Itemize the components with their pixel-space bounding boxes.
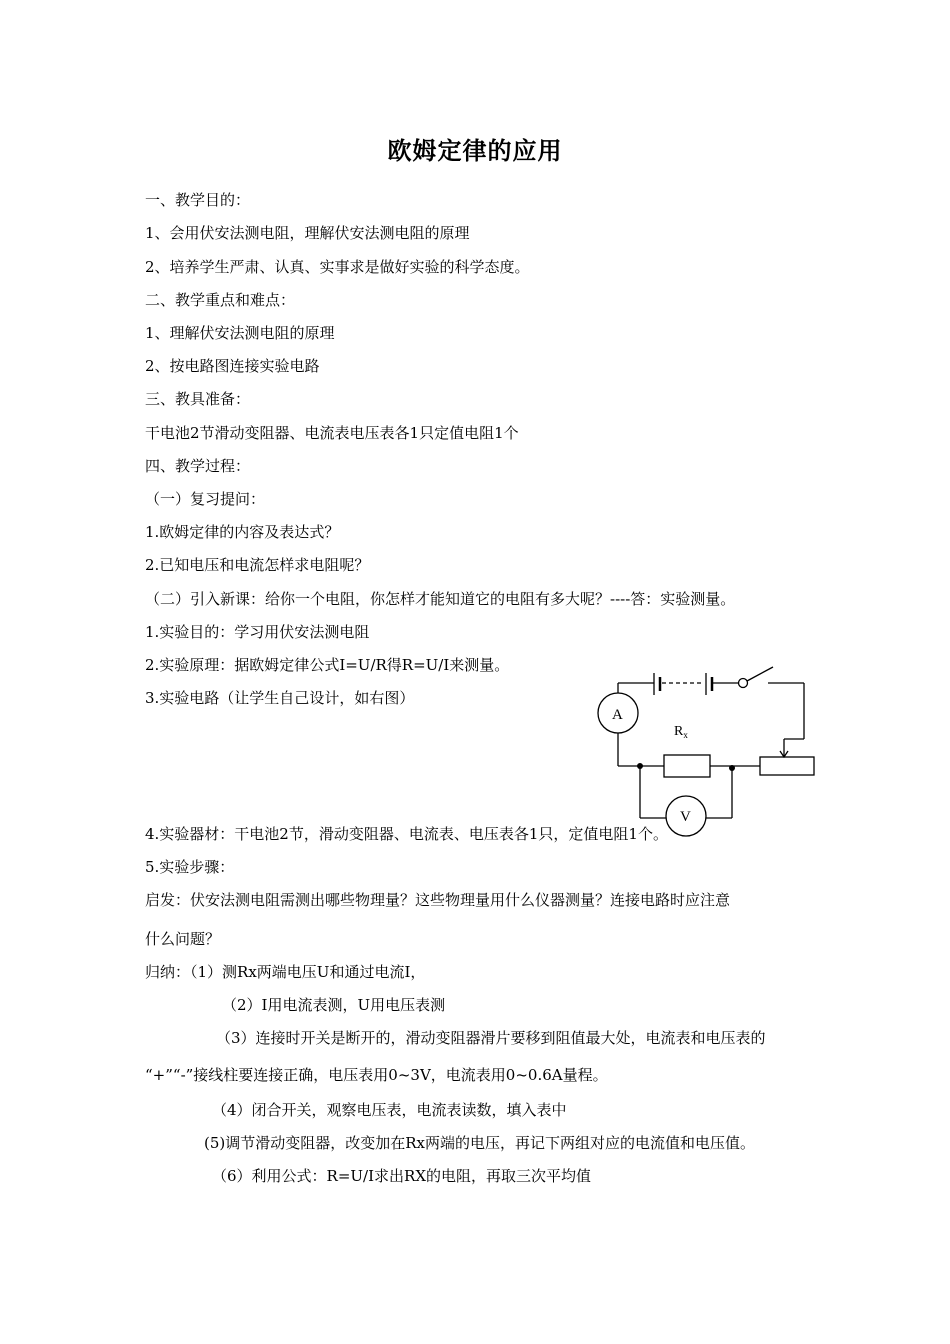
text-line: 3.实验电路（让学生自己设计，如右图） [145, 689, 415, 707]
resistor-label-main: R [674, 724, 684, 739]
text-line: 2、培养学生严肃、认真、实事求是做好实验的科学态度。 [145, 258, 530, 276]
text-line: （6）利用公式：R=U/I求出RX的电阻，再取三次平均值 [212, 1167, 592, 1185]
text-line: （二）引入新课：给你一个电阻，你怎样才能知道它的电阻有多大呢？----答：实验测量。 [145, 590, 736, 608]
text-line: (5)调节滑动变阻器，改变加在Rx两端的电压，再记下两组对应的电流值和电压值。 [204, 1134, 756, 1152]
junction-dot [729, 765, 735, 771]
text-line: 归纳：（1）测Rx两端电压U和通过电流I， [145, 963, 426, 981]
text-line: “+”“-”接线柱要连接正确，电压表用0~3V，电流表用0~0.6A量程。 [145, 1066, 608, 1084]
text-line: 1.实验目的：学习用伏安法测电阻 [145, 623, 370, 641]
text-line: 2.实验原理：据欧姆定律公式I=U/R得R=U/I来测量。 [145, 656, 510, 674]
resistor-rx [664, 755, 710, 777]
text-line: 5.实验步骤： [145, 858, 235, 876]
text-line: 2、按电路图连接实验电路 [145, 357, 320, 375]
text-line: 启发：伏安法测电阻需测出哪些物理量？这些物理量用什么仪器测量？连接电路时应注意 [145, 891, 731, 909]
resistor-label [674, 724, 688, 740]
section-heading: 三、教具准备： [145, 390, 251, 408]
junction-dot [637, 763, 643, 769]
text-line: 1、会用伏安法测电阻，理解伏安法测电阻的原理 [145, 224, 470, 242]
section-heading: 一、教学目的： [145, 191, 251, 209]
text-line: 2.已知电压和电流怎样求电阻呢？ [145, 556, 370, 574]
text-line: 1.欧姆定律的内容及表达式？ [145, 523, 340, 541]
switch-blade [747, 667, 773, 681]
text-line: 4.实验器材：干电池2节，滑动变阻器、电流表、电压表各1只，定值电阻1个。 [145, 825, 668, 843]
rheostat [760, 757, 814, 775]
text-line: （一）复习提问： [145, 490, 266, 508]
ammeter-label: A [612, 707, 623, 723]
resistor-label-subscript: x [683, 730, 688, 740]
switch-contact [739, 679, 748, 688]
text-line: 什么问题？ [145, 930, 221, 948]
section-heading: 二、教学重点和难点： [145, 291, 296, 309]
page-title: 欧姆定律的应用 [387, 137, 563, 165]
circuit-diagram [590, 655, 850, 840]
text-line: （2）I用电流表测，U用电压表测 [222, 996, 446, 1014]
text-line: 1、理解伏安法测电阻的原理 [145, 324, 335, 342]
text-line: 干电池2节滑动变阻器、电流表电压表各1只定值电阻1个 [145, 424, 519, 442]
text-line: （3）连接时开关是断开的，滑动变阻器滑片要移到阻值最大处，电流表和电压表的 [216, 1029, 766, 1047]
section-heading: 四、教学过程： [145, 457, 251, 475]
voltmeter-label: V [680, 809, 691, 825]
text-line: （4）闭合开关，观察电压表，电流表读数，填入表中 [212, 1101, 567, 1119]
